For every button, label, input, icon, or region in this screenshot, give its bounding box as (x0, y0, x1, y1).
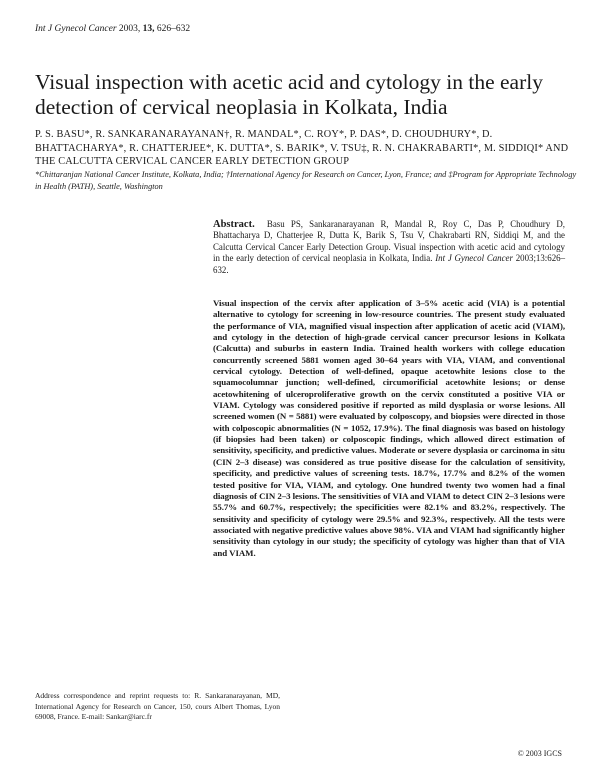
abstract-heading: Abstract. (213, 219, 255, 230)
affiliations: *Chittaranjan National Cancer Institute, Kolkata, India; †International Agency for Research on Cancer, Lyon, France; and ‡Program for Appropriate Technology in Health (PATH), Seattle, Washington (35, 170, 577, 191)
journal-name: Int J Gynecol Cancer (35, 24, 117, 34)
abstract-body: Visual inspection of the cervix after application of 3–5% acetic acid (VIA) is a potential alternative to cytology for screening in low-resource countries. The present study evaluated the performance of VIA, magnified visual inspection after application of acetic acid (VIAM), and cytology in the detection of high-grade cervical cancer precursor lesions in Kolkata (Calcutta) and suburbs in eastern India. Trained health workers with college education concurrently screened 5881 women aged 30–64 years with VIA, VIAM, and conventional cervical cytology. Detection of well-defined, opaque acetowhite lesions close to the squamocolumnar junction; well-defined, circumorificial acetowhite lesions; or dense acetowhitening of ulceroproliferative growth on the cervix constituted a positive VIA or VIAM. Cytology was considered positive if reported as mild dysplasia or worse lesions. All screened women (N = 5881) were evaluated by colposcopy, and biopsies were directed in those with colposcopic abnormalities (N = 1052, 17.9%). The final diagnosis was based on histology (if biopsies had been taken) or colposcopic findings, which allowed direct estimation of sensitivity, specificity, and predictive values. Moderate or severe dysplasia or carcinoma in situ (CIN 2–3 disease) was considered as true positive disease for the calculation of sensitivity, specificity, and predictive values of screening tests. 18.7%, 17.7% and 8.2% of the women tested positive for VIA, VIAM, and cytology. One hundred twenty two women had a final diagnosis of CIN 2–3 lesions. The sensitivities of VIA and VIAM to detect CIN 2–3 lesions were 55.7% and 60.7%, respectively; the specificities were 82.1% and 83.2%, respectively. The sensitivity and specificity of cytology were 29.5% and 92.3%, respectively. All the tests were associated with negative predictive values above 98%. VIA and VIAM had significantly higher sensitivity than cytology in our study; the specificity of cytology was higher than that of VIA and VIAM. (213, 298, 565, 558)
author-list: P. S. BASU*, R. SANKARANARAYANAN†, R. MANDAL*, C. ROY*, P. DAS*, D. CHOUDHURY*, D. BHATTACHARYA*, R. CHATTERJEE*, K. DUTTA*, S. BARIK*, V. TSU‡, R. N. CHAKRABARTI*, M. SIDDIQI* AND THE CALCUTTA CERVICAL CANCER EARLY DETECTION GROUP (35, 129, 569, 167)
journal-year: 2003, (118, 24, 141, 34)
journal-pages: 626–632 (156, 24, 191, 34)
abstract-citation-journal: Int J Gynecol Cancer (435, 253, 513, 264)
journal-header (35, 24, 190, 34)
abstract-citation: Basu PS, Sankaranarayanan R, Mandal R, Roy C, Das P, Choudhury D, Bhattacharya D, Chatterjee R, Dutta K, Barik S, Tsu V, Chakrabarti RN, Siddiqi M, and the Calcutta Cervical Cancer Early Detection Group. Visual inspection with acetic acid and cytology in the early detection of cervical neoplasia in Kolkata, India. (213, 219, 565, 264)
article-title: Visual inspection with acetic acid and cytology in the early detection of cervical neoplasia in Kolkata, India (35, 70, 543, 119)
correspondence-footnote: Address correspondence and reprint requests to: R. Sankaranarayanan, MD, International Agency for Research on Cancer, 150, cours Albert Thomas, Lyon 69008, France. E-mail: Sankar@iarc.fr (35, 691, 280, 721)
copyright-notice: © 2003 IGCS (517, 749, 562, 758)
journal-volume: 13, (142, 24, 155, 34)
abstract-citation-block (213, 219, 565, 276)
abstract-citation-ref: 2003;13:626–632. (213, 253, 566, 275)
